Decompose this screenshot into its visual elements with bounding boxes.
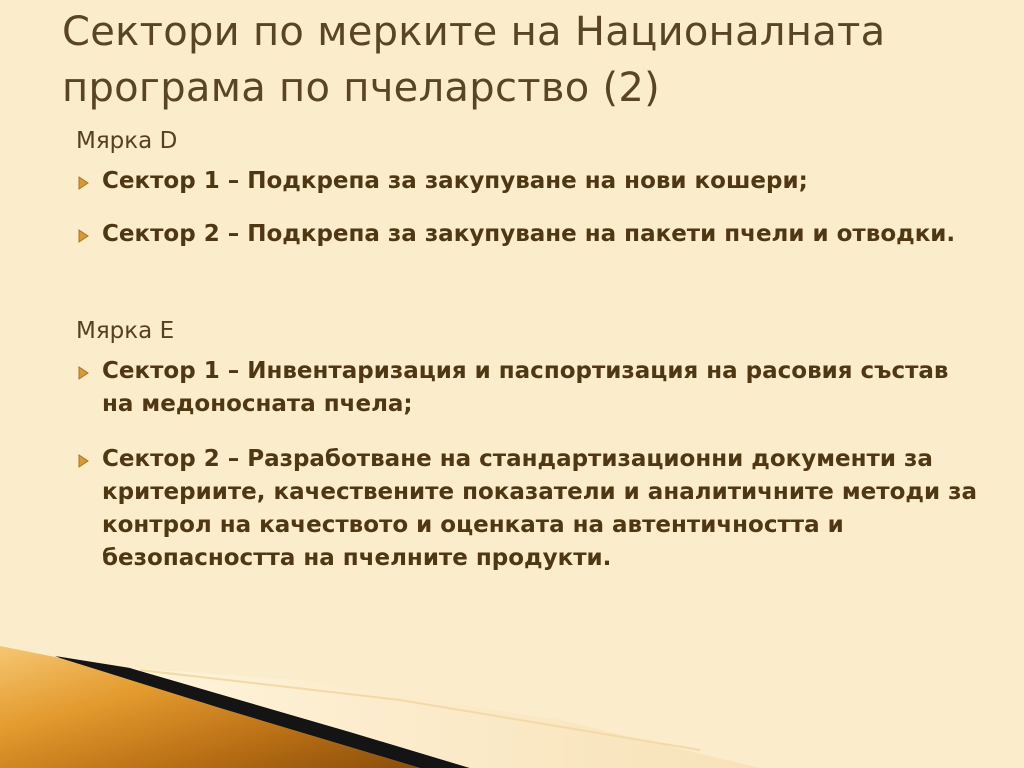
triangle-arrow-icon <box>76 175 92 191</box>
bullet-item: Сектор 1 – Подкрепа за закупуване на нови кошери; <box>102 168 808 194</box>
section-heading-measure-d: Мярка D <box>76 128 178 154</box>
bullet-item: Сектор 2 – Подкрепа за закупуване на пакети пчели и отводки. <box>102 221 956 247</box>
bullet-item: Сектор 1 – Инвентаризация и паспортизация на расовия състав на медоносната пчела; <box>102 358 949 417</box>
triangle-arrow-icon <box>76 365 92 381</box>
section-heading-measure-e: Мярка E <box>76 318 175 344</box>
triangle-arrow-icon <box>76 453 92 469</box>
decorative-swoosh <box>0 620 1024 768</box>
triangle-arrow-icon <box>76 228 92 244</box>
slide-title: Сектори по мерките на Националната програма по пчеларство (2) <box>62 9 886 111</box>
bullet-item: Сектор 2 – Разработване на стандартизационни документи за критериите, качествените показатели и аналитичните методи за контрол на качеството и оценката на автентичността и безопасността на пчелните продукти. <box>102 446 977 571</box>
